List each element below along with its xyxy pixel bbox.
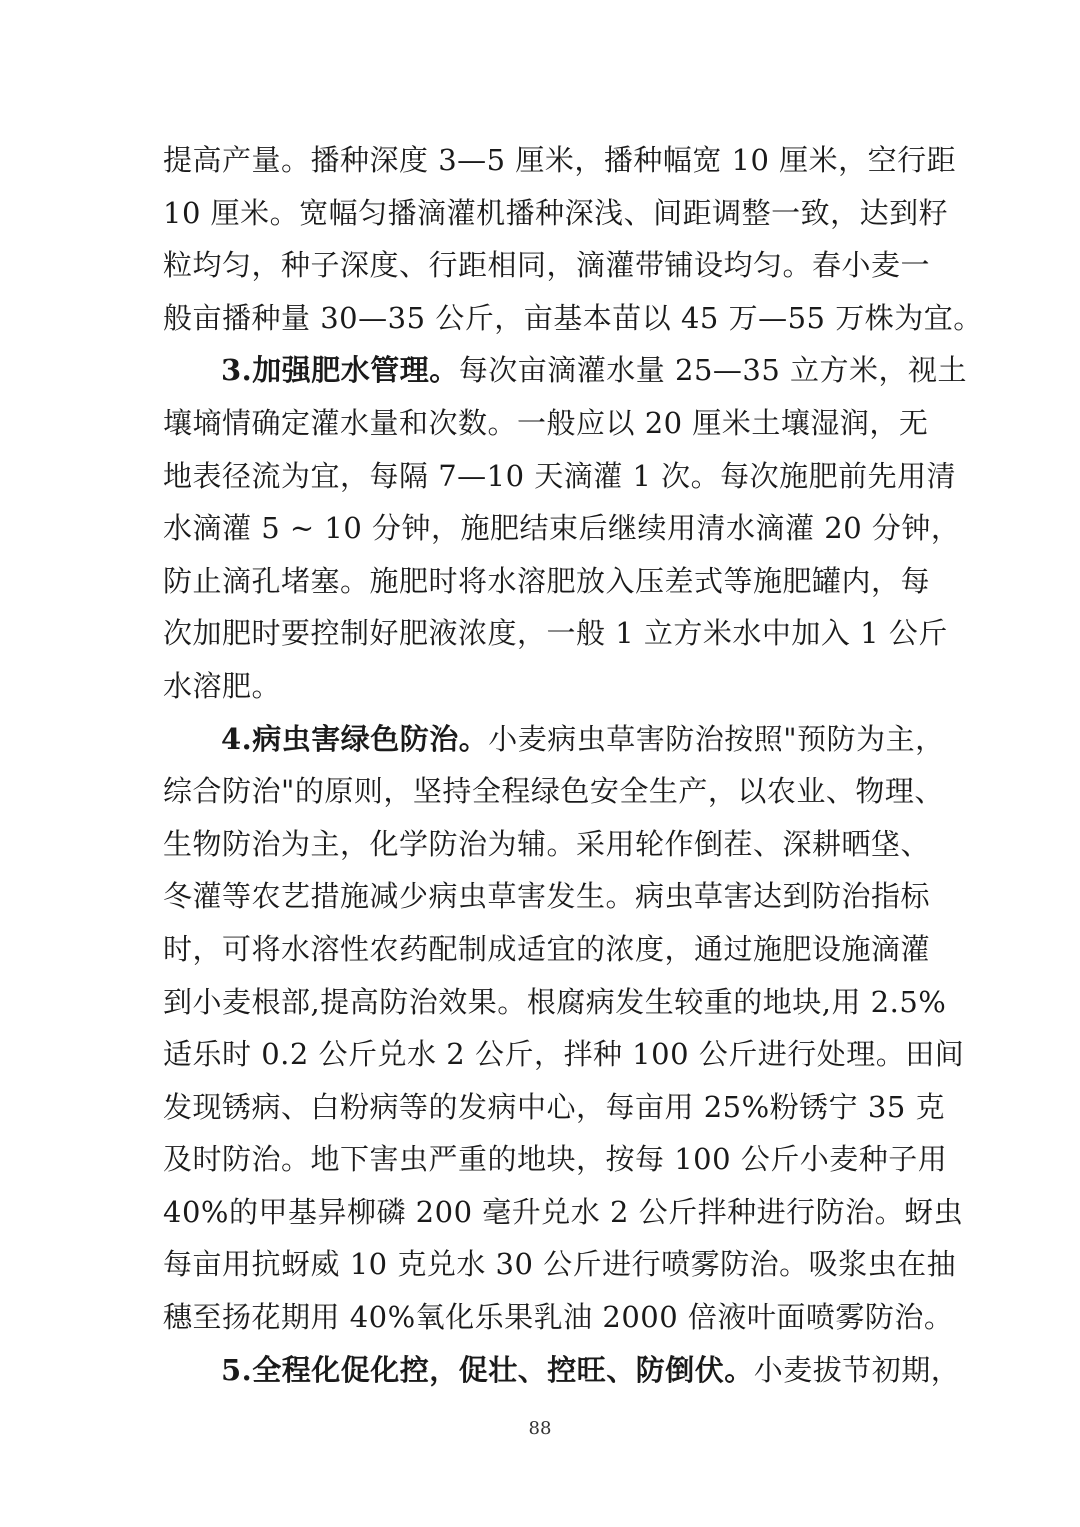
paragraph-1-line-1: 提高产量。播种深度 3—5 厘米，播种幅宽 10 厘米，空行距 bbox=[163, 143, 957, 177]
paragraph-3-line-9: 及时防治。地下害虫严重的地块，按每 100 公斤小麦种子用 bbox=[163, 1142, 948, 1177]
paragraph-1-line-3: 粒均匀，种子深度、行距相同，滴灌带铺设均匀。春小麦一 bbox=[163, 248, 931, 283]
paragraph-2-line-7: 水溶肥。 bbox=[163, 668, 282, 703]
paragraph-3-line-11: 每亩用抗蚜威 10 克兑水 30 公斤进行喷雾防治。吸浆虫在抽 bbox=[163, 1247, 957, 1282]
page-number: 88 bbox=[528, 1418, 552, 1439]
section-heading-4: 4.病虫害绿色防治。 bbox=[221, 721, 489, 756]
paragraph-3-line-3: 生物防治为主，化学防治为辅。采用轮作倒茬、深耕晒垡、 bbox=[163, 826, 931, 861]
paragraph-3-line-6: 到小麦根部,提高防治效果。根腐病发生较重的地块,用 2.5% bbox=[163, 984, 947, 1019]
paragraph-3-line-7: 适乐时 0.2 公斤兑水 2 公斤，拌种 100 公斤进行处理。田间 bbox=[163, 1037, 965, 1072]
paragraph-1-line-4: 般亩播种量 30—35 公斤，亩基本苗以 45 万—55 万株为宜。 bbox=[163, 300, 983, 335]
paragraph-2-line-3: 地表径流为宜，每隔 7—10 天滴灌 1 次。每次施肥前先用清 bbox=[163, 458, 957, 493]
paragraph-2-line-4: 水滴灌 5 ~ 10 分钟，施肥结束后继续用清水滴灌 20 分钟， bbox=[163, 511, 961, 546]
paragraph-3-line-5: 时，可将水溶性农药配制成适宜的浓度，通过施肥设施滴灌 bbox=[163, 931, 931, 966]
body-text bbox=[163, 134, 983, 1396]
paragraph-2-line-1 bbox=[163, 344, 968, 397]
paragraph-3-first-line-text: 小麦病虫草害防治按照"预防为主， bbox=[488, 721, 945, 756]
section-heading-3: 3.加强肥水管理。 bbox=[221, 353, 459, 388]
paragraph-3-line-10: 40%的甲基异柳磷 200 毫升兑水 2 公斤拌种进行防治。蚜虫 bbox=[163, 1194, 964, 1229]
paragraph-3-line-4: 冬灌等农艺措施减少病虫草害发生。病虫草害达到防治指标 bbox=[163, 879, 931, 914]
paragraph-3-line-1 bbox=[163, 713, 945, 766]
paragraph-3-line-2: 综合防治"的原则，坚持全程绿色安全生产，以农业、物理、 bbox=[163, 774, 944, 809]
paragraph-2-line-5: 防止滴孔堵塞。施肥时将水溶肥放入压差式等施肥罐内，每 bbox=[163, 563, 931, 598]
paragraph-1-line-2: 10 厘米。宽幅匀播滴灌机播种深浅、间距调整一致，达到籽 bbox=[163, 195, 949, 230]
section-heading-5: 5.全程化促化控，促壮、控旺、防倒伏。 bbox=[221, 1352, 754, 1387]
paragraph-4-first-line-text: 小麦拔节初期， bbox=[753, 1352, 961, 1387]
paragraph-2-line-2: 壤墒情确定灌水量和次数。一般应以 20 厘米土壤湿润，无 bbox=[163, 405, 929, 440]
paragraph-2-first-line-text: 每次亩滴灌水量 25—35 立方米，视土 bbox=[458, 353, 968, 388]
paragraph-4-line-1 bbox=[163, 1344, 961, 1397]
paragraph-3-line-12: 穗至扬花期用 40%氧化乐果乳油 2000 倍液叶面喷雾防治。 bbox=[163, 1300, 954, 1335]
paragraph-2-line-6: 次加肥时要控制好肥液浓度，一般 1 立方米水中加入 1 公斤 bbox=[163, 616, 948, 651]
paragraph-3-line-8: 发现锈病、白粉病等的发病中心，每亩用 25%粉锈宁 35 克 bbox=[163, 1089, 946, 1124]
